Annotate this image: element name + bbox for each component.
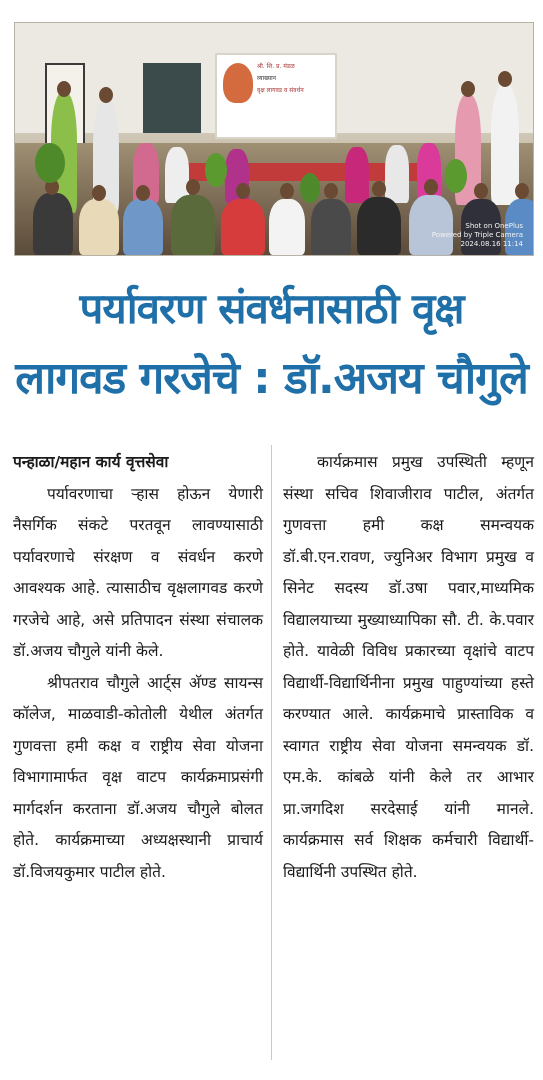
photo-watermark-line-3: 2024.08.16 11:14	[460, 240, 523, 248]
article-dateline: पन्हाळा/महान कार्य वृत्तसेवा	[13, 453, 169, 471]
photo-screen-text-3: वृक्ष लागवड व संवर्धन	[257, 87, 304, 94]
article-column-right	[283, 447, 534, 888]
headline-line-1: पर्यावरण संवर्धनासाठी वृक्ष	[79, 284, 464, 333]
photo-watermark	[432, 222, 523, 249]
photo-watermark-line-1: Shot on OnePlus	[465, 222, 523, 230]
photo-blackboard	[143, 63, 201, 133]
headline-line-2: लागवड गरजेचे : डॉ.अजय चौगुले	[15, 353, 528, 404]
column-divider	[271, 445, 272, 1060]
article-paragraph-2: श्रीपतराव चौगुले आर्ट्स अ‍ॅण्ड सायन्स कॉलेज, माळवाडी-कोतोली येथील अंतर्गत गुणवत्ता हमी कक्ष व राष्ट्रीय सेवा योजना विभागामार्फत वृक्ष वाटप कार्यक्रमाप्रसंगी मार्गदर्शन करताना डॉ.अजय चौगुले बोलत होते. कार्यक्रमाच्या अध्यक्षस्थानी प्राचार्य डॉ.विजयकुमार पाटील होते.	[13, 673, 263, 881]
news-photo	[14, 22, 534, 256]
photo-watermark-line-2: Powered by Triple Camera	[431, 231, 523, 239]
article-column-left	[13, 447, 263, 888]
photo-screen-text-1: श्री. शि. प्र. मंडळ	[257, 63, 295, 70]
photo-screen-portrait	[223, 63, 253, 103]
photo-projector-screen	[215, 53, 337, 139]
photo-screen-text-2: व्याख्यान	[257, 75, 276, 82]
article-paragraph-1: पर्यावरणाचा ऱ्हास होऊन येणारी नैसर्गिक संकटे परतवून लावण्यासाठी पर्यावरणाचे संरक्षण व संवर्धन करणे आवश्यक आहे. त्यासाठीच वृक्षलागवड करणे गरजेचे आहे, असे प्रतिपादन संस्था संचालक डॉ.अजय चौगुले यांनी केले.	[13, 484, 263, 660]
article-paragraph-3: कार्यक्रमास प्रमुख उपस्थिती म्हणून संस्था सचिव शिवाजीराव पाटील, अंतर्गत गुणवत्ता हमी कक्ष समन्वयक डॉ.बी.एन.रावण, ज्युनिअर विभाग प्रमुख व सिनेट सदस्य डॉ.उषा पवार,माध्यमिक विद्यालयाच्या मुख्याध्यापिका सौ. टी. के.पवार होते. यावेळी विविध प्रकारच्या वृक्षांचे वाटप विद्यार्थी-विद्यार्थिनीना प्रमुख पाहुण्यांच्या हस्ते करण्यात आले. कार्यक्रमाचे प्रास्ताविक व स्वागत राष्ट्रीय सेवा योजना समन्वयक डॉ. एम.के. कांबळे यांनी केले तर आभार प्रा.जगदिश सरदेसाई यांनी मानले. कार्यक्रमास सर्व शिक्षक कर्मचारी विद्यार्थी-विद्यार्थिनी उपस्थित होते.	[283, 453, 534, 881]
